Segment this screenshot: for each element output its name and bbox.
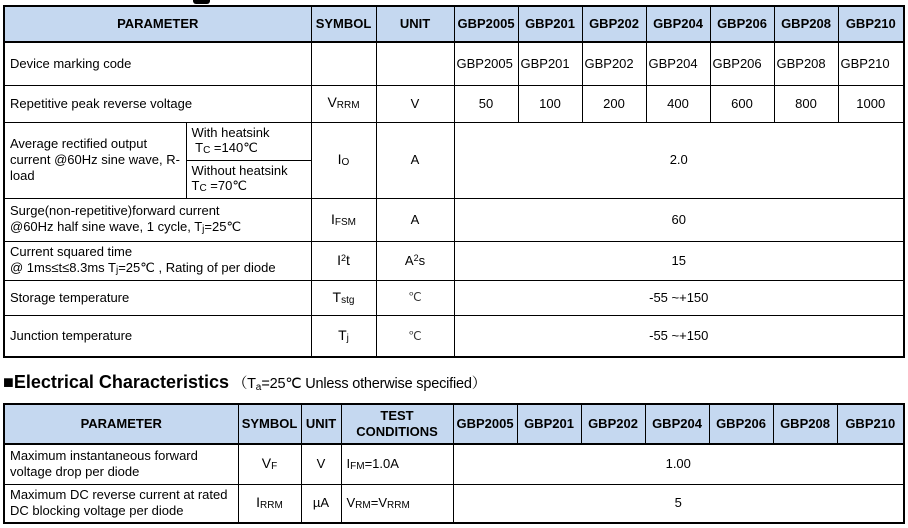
io-value: 2.0: [454, 122, 904, 198]
device-marking-symbol-empty: [311, 42, 376, 85]
ifsm-unit: A: [376, 198, 454, 241]
device-marking-param: Device marking code: [4, 42, 311, 85]
vrrm-value: 200: [582, 85, 646, 122]
io-param: Average rectified output current @60Hz sine wave, R-load: [4, 122, 186, 198]
device-marking-value: GBP2005: [454, 42, 518, 85]
col-header-gbp208: GBP208: [773, 404, 837, 444]
vf-value: 1.00: [453, 444, 904, 484]
io-without-heatsink-condition: Without heatsink $T_C$ =70℃: [186, 160, 311, 198]
vrrm-row: [4, 85, 904, 122]
vf-unit: V: [301, 444, 341, 484]
clipped-heading-descender: [193, 0, 210, 4]
col-header-test-conditions: TEST CONDITIONS: [341, 404, 453, 444]
tstg-value: -55 ~+150: [454, 280, 904, 315]
device-marking-row: [4, 42, 904, 85]
section-title-conditions: （$T_a=25℃$ Unless otherwise specified）: [229, 376, 487, 393]
device-marking-unit-empty: [376, 42, 454, 85]
col-header-symbol: SYMBOL: [238, 404, 301, 444]
irrm-symbol: $I_{RRM}$: [238, 484, 301, 523]
col-header-parameter: PARAMETER: [4, 6, 311, 42]
i2t-value: 15: [454, 241, 904, 280]
electrical-characteristics-title: [3, 372, 486, 398]
tj-param: Junction temperature: [4, 315, 311, 357]
col-header-gbp202: GBP202: [582, 6, 646, 42]
io-with-heatsink-condition: With heatsink $T_C$ =140℃: [186, 122, 311, 160]
vrrm-symbol: $V_{RRM}$: [311, 85, 376, 122]
tstg-unit: ℃: [376, 280, 454, 315]
vf-test-condition: $I_{FM}=1.0A$: [341, 444, 453, 484]
irrm-value: 5: [453, 484, 904, 523]
i2t-row: [4, 241, 904, 280]
col-header-gbp210: GBP210: [838, 6, 904, 42]
vrrm-unit: V: [376, 85, 454, 122]
vf-row: [4, 444, 904, 484]
col-header-gbp201: GBP201: [517, 404, 581, 444]
col-header-unit: UNIT: [376, 6, 454, 42]
irrm-param: Maximum DC reverse current at rated DC blocking voltage per diode: [4, 484, 238, 523]
device-marking-value: GBP204: [646, 42, 710, 85]
tj-symbol: $T_j$: [311, 315, 376, 357]
vrrm-value: 800: [774, 85, 838, 122]
col-header-gbp210: GBP210: [837, 404, 904, 444]
vrrm-value: 50: [454, 85, 518, 122]
io-symbol: $I_O$: [311, 122, 376, 198]
col-header-gbp208: GBP208: [774, 6, 838, 42]
ifsm-symbol: $I_{FSM}$: [311, 198, 376, 241]
ifsm-value: 60: [454, 198, 904, 241]
col-header-gbp2005: GBP2005: [454, 6, 518, 42]
col-header-gbp2005: GBP2005: [453, 404, 517, 444]
tj-value: -55 ~+150: [454, 315, 904, 357]
vf-param: Maximum instantaneous forward voltage drop per diode: [4, 444, 238, 484]
vrrm-value: 1000: [838, 85, 904, 122]
device-marking-value: GBP208: [774, 42, 838, 85]
section-title-text: ■Electrical Characteristics: [3, 372, 229, 392]
storage-temp-row: [4, 280, 904, 315]
col-header-gbp206: GBP206: [710, 6, 774, 42]
col-header-unit: UNIT: [301, 404, 341, 444]
irrm-row: [4, 484, 904, 523]
tstg-param: Storage temperature: [4, 280, 311, 315]
irrm-unit: µA: [301, 484, 341, 523]
io-unit: A: [376, 122, 454, 198]
col-header-parameter: PARAMETER: [4, 404, 238, 444]
i2t-param: Current squared time @ 1ms≤t≤8.3ms $T_j=25℃$ , Rating of per diode: [4, 241, 311, 280]
col-header-gbp204: GBP204: [645, 404, 709, 444]
col-header-gbp202: GBP202: [581, 404, 645, 444]
tstg-symbol: $T_{stg}$: [311, 280, 376, 315]
electrical-characteristics-table: [3, 403, 905, 524]
io-row-with-heatsink: [4, 122, 904, 160]
vrrm-value: 600: [710, 85, 774, 122]
vrrm-param: Repetitive peak reverse voltage: [4, 85, 311, 122]
i2t-unit: $A^2s$: [376, 241, 454, 280]
ratings-header-row: [4, 6, 904, 42]
vf-symbol: $V_F$: [238, 444, 301, 484]
maximum-ratings-table: [3, 5, 905, 358]
vrrm-value: 100: [518, 85, 582, 122]
irrm-test-condition: $V_{RM}=V_{RRM}$: [341, 484, 453, 523]
device-marking-value: GBP210: [838, 42, 904, 85]
ifsm-param: Surge(non-repetitive)forward current @60Hz half sine wave, 1 cycle, $T_j=25℃$: [4, 198, 311, 241]
i2t-symbol: $I^2t$: [311, 241, 376, 280]
ifsm-row: [4, 198, 904, 241]
vrrm-value: 400: [646, 85, 710, 122]
junction-temp-row: [4, 315, 904, 357]
col-header-gbp204: GBP204: [646, 6, 710, 42]
tj-unit: ℃: [376, 315, 454, 357]
col-header-gbp206: GBP206: [709, 404, 773, 444]
col-header-gbp201: GBP201: [518, 6, 582, 42]
device-marking-value: GBP206: [710, 42, 774, 85]
elec-header-row: [4, 404, 904, 444]
col-header-symbol: SYMBOL: [311, 6, 376, 42]
device-marking-value: GBP202: [582, 42, 646, 85]
device-marking-value: GBP201: [518, 42, 582, 85]
